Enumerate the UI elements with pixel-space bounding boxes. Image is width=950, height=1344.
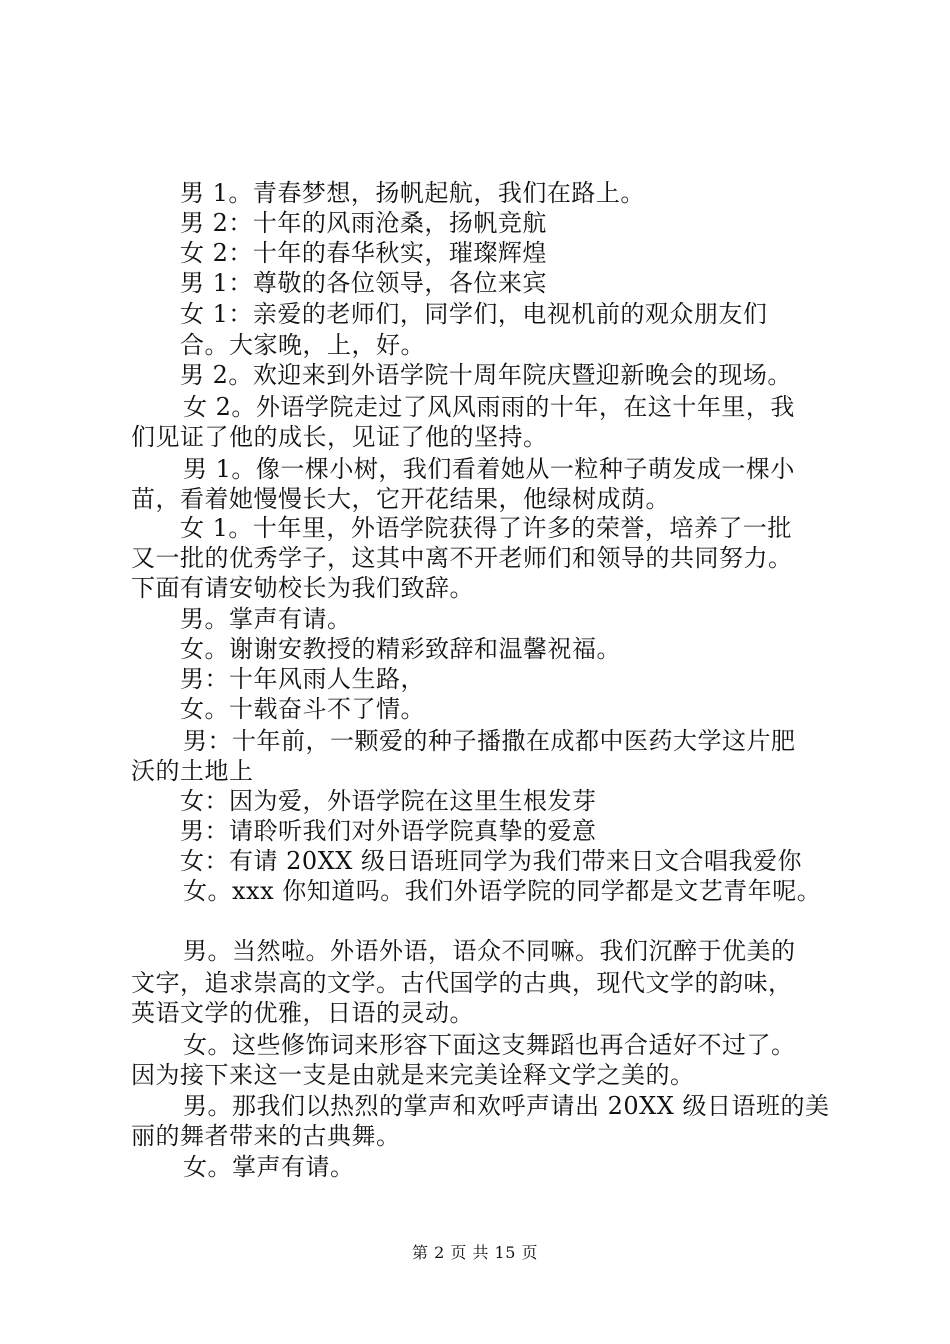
text-line: 女 2。外语学院走过了风风雨雨的十年，在这十年里，我 <box>183 393 795 421</box>
text-line: 男 1。青春梦想，扬帆起航，我们在路上。 <box>180 179 645 207</box>
text-line: 女：有请 20XX 级日语班同学为我们带来日文合唱我爱你 <box>180 847 802 875</box>
text-line: 男 2：十年的风雨沧桑，扬帆竞航 <box>180 209 547 237</box>
page-footer: 第 2 页 共 15 页 <box>412 1243 538 1262</box>
text-line: 苗，看着她慢慢长大，它开花结果，他绿树成荫。 <box>131 485 670 513</box>
text-line: 男。掌声有请。 <box>180 605 352 633</box>
text-line: 男：十年风雨人生路， <box>180 665 425 693</box>
text-line: 又一批的优秀学子，这其中离不开老师们和领导的共同努力。 <box>131 544 793 572</box>
text-line: 合。大家晚，上，好。 <box>180 331 425 359</box>
text-line: 男 2。欢迎来到外语学院十周年院庆暨迎新晚会的现场。 <box>180 361 792 389</box>
text-line: 男：十年前，一颗爱的种子播撒在成都中医药大学这片肥 <box>183 727 796 755</box>
text-line: 女。xxx 你知道吗。我们外语学院的同学都是文艺青年呢。 <box>183 877 822 905</box>
text-line: 男 1。像一棵小树，我们看着她从一粒种子萌发成一棵小 <box>183 455 795 483</box>
text-line: 男。当然啦。外语外语，语众不同嘛。我们沉醉于优美的 <box>183 937 796 965</box>
text-line: 沃的土地上 <box>131 757 254 785</box>
text-line: 女。谢谢安教授的精彩致辞和温馨祝福。 <box>180 635 621 663</box>
text-line: 们见证了他的成长，见证了他的坚持。 <box>131 423 548 451</box>
text-line: 丽的舞者带来的古典舞。 <box>131 1122 401 1150</box>
text-line: 文字，追求崇高的文学。古代国学的古典，现代文学的韵味， <box>131 969 793 997</box>
text-line: 英语文学的优雅，日语的灵动。 <box>131 999 474 1027</box>
text-line: 女。这些修饰词来形容下面这支舞蹈也再合适好不过了。 <box>183 1031 796 1059</box>
text-line: 女 1。十年里，外语学院获得了许多的荣誉，培养了一批 <box>180 514 792 542</box>
text-line: 女 2：十年的春华秋实，璀璨辉煌 <box>180 239 547 267</box>
text-line: 因为接下来这一支是由就是来完美诠释文学之美的。 <box>131 1061 695 1089</box>
text-line: 女。掌声有请。 <box>183 1153 355 1181</box>
text-line: 女：因为爱，外语学院在这里生根发芽 <box>180 787 597 815</box>
text-line: 女。十载奋斗不了情。 <box>180 695 425 723</box>
text-line: 男 1：尊敬的各位领导，各位来宾 <box>180 269 547 297</box>
text-line: 下面有请安劬校长为我们致辞。 <box>131 574 474 602</box>
text-line: 女 1：亲爱的老师们，同学们，电视机前的观众朋友们 <box>180 300 768 328</box>
text-line: 男。那我们以热烈的掌声和欢呼声请出 20XX 级日语班的美 <box>183 1092 830 1120</box>
text-line: 男：请聆听我们对外语学院真挚的爱意 <box>180 817 597 845</box>
